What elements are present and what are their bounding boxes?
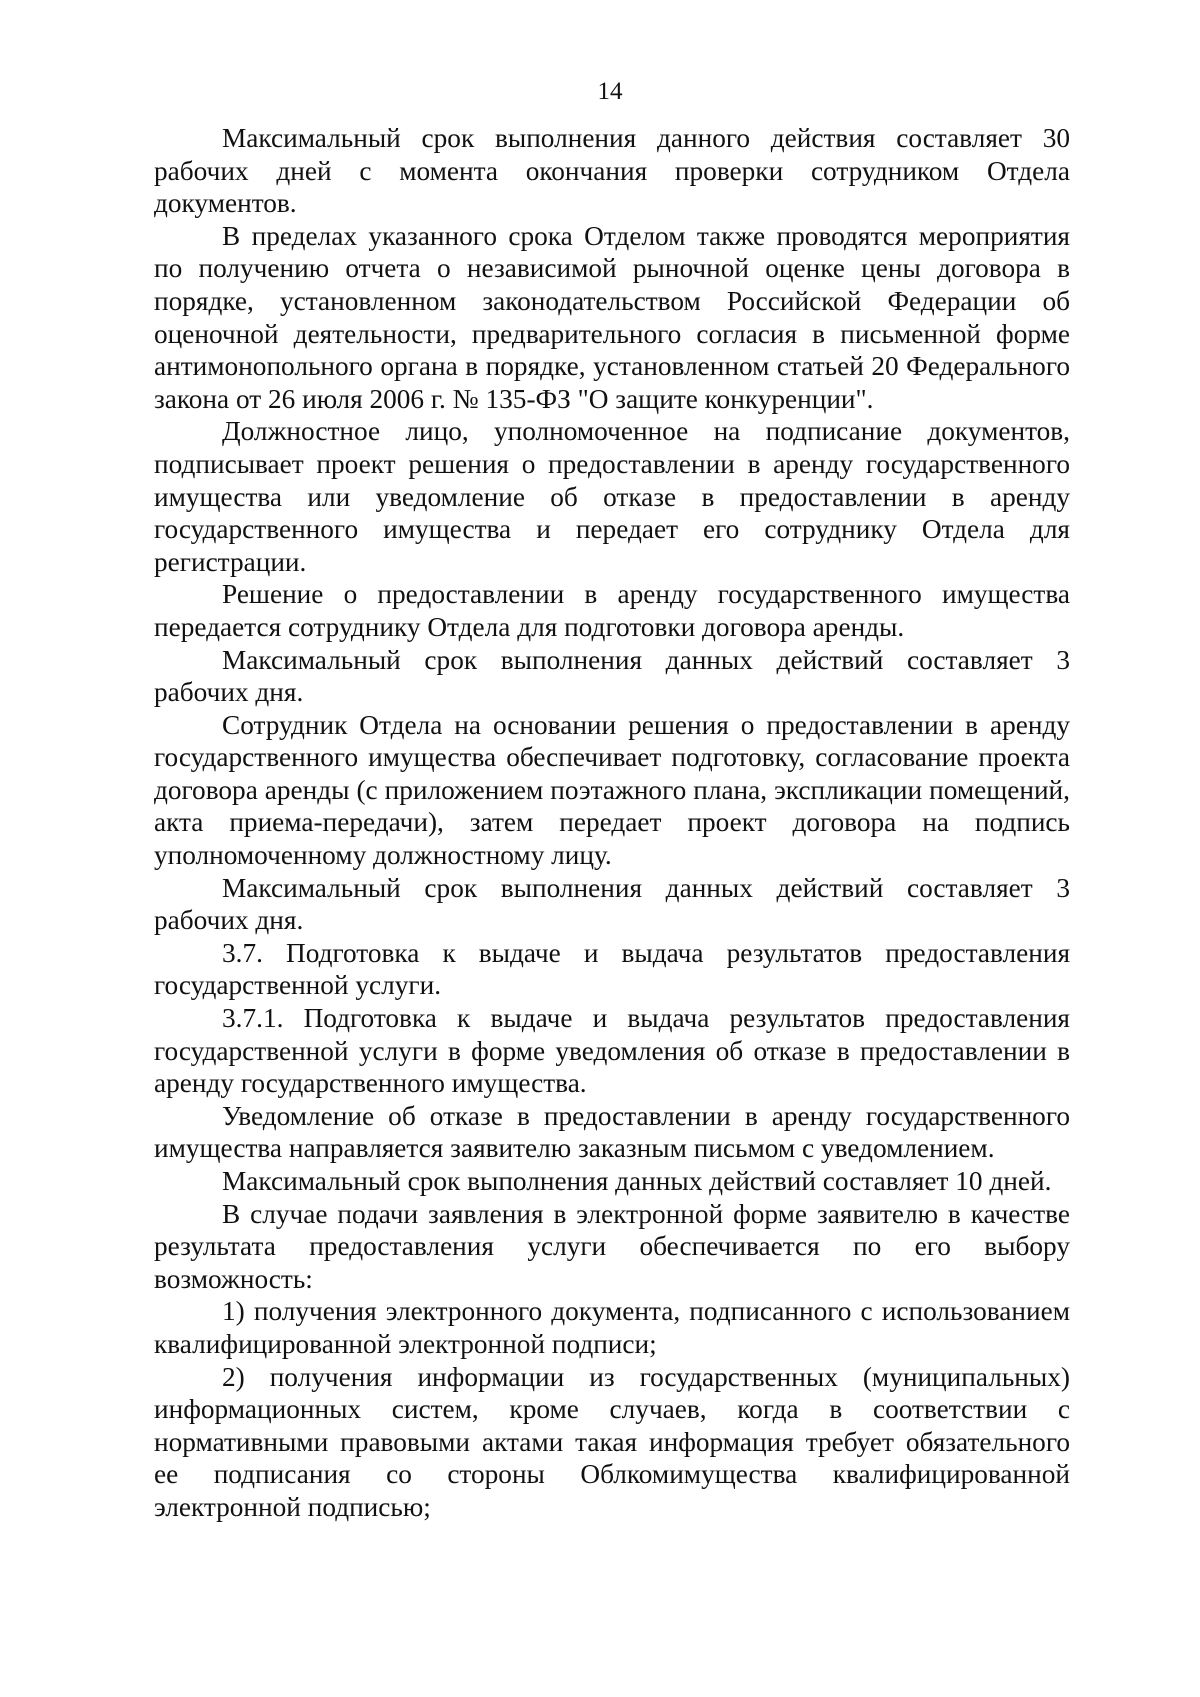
section-heading-3-7: 3.7. Подготовка к выдаче и выдача результатов предоставления государственной услуги. [154, 937, 1070, 1001]
paragraph-refusal-notice: Уведомление об отказе в предоставлении в аренду государственного имущества направляется заявителю заказным письмом с уведомлением. [154, 1100, 1070, 1164]
paragraph-max-term-30-days: Максимальный срок выполнения данного действия составляет 30 рабочих дней с момента окончания проверки сотрудником Отдела документов. [154, 123, 1070, 219]
list-item-1: 1) получения электронного документа, подписанного с использованием квалифицированной электронной подписи; [154, 1296, 1070, 1359]
paragraph-electronic-form: В случае подачи заявления в электронной форме заявителю в качестве результата предоставления услуги обеспечивается по его выбору возможность: [154, 1198, 1070, 1294]
paragraph-contract-preparation: Сотрудник Отдела на основании решения о предоставлении в аренду государственного имущества обеспечивает подготовку, согласование проекта договора аренды (с приложением поэтажного плана, экспликации помещений, акта приема-передачи), затем передает проект договора на подпись уполномоченному должностному лицу. [154, 709, 1070, 871]
paragraph-max-term-3-days: Максимальный срок выполнения данных действий составляет 3 рабочих дня. [154, 644, 1070, 708]
paragraph-decision-transfer: Решение о предоставлении в аренду государственного имущества передается сотруднику Отдела для подготовки договора аренды. [154, 579, 1070, 642]
paragraph-max-term-3-days-second: Максимальный срок выполнения данных действий составляет 3 рабочих дня. [154, 872, 1070, 936]
page-number: 14 [597, 78, 623, 105]
paragraph-department-activities: В пределах указанного срока Отделом также проводятся мероприятия по получению отчета о независимой рыночной оценке цены договора в порядке, установленном законодательством Российской Федерации об оценочной деятельности, предварительного согласия в письменной форме антимонопольного органа в порядке, установленном статьей 20 Федерального закона от 26 июля 2006 г. № 135-ФЗ "О защите конкуренции". [154, 220, 1070, 414]
paragraph-max-term-10-days: Максимальный срок выполнения данных действий составляет 10 дней. [222, 1166, 1052, 1196]
document-body [154, 122, 1070, 1524]
paragraph-official-signs: Должностное лицо, уполномоченное на подписание документов, подписывает проект решения о предоставлении в аренду государственного имущества или уведомление об отказе в предоставлении в аренду государственного имущества и передает его сотруднику Отдела для регистрации. [154, 416, 1070, 577]
section-heading-3-7-1: 3.7.1. Подготовка к выдаче и выдача результатов предоставления государственной услуги в форме уведомления об отказе в предоставлении в аренду государственного имущества. [154, 1003, 1070, 1099]
list-item-2: 2) получения информации из государственных (муниципальных) информационных систем, кроме случаев, когда в соответствии с нормативными правовыми актами такая информация требует обязательного ее подписания со стороны Облкомимущества квалифицированной электронной подписью; [154, 1361, 1070, 1522]
